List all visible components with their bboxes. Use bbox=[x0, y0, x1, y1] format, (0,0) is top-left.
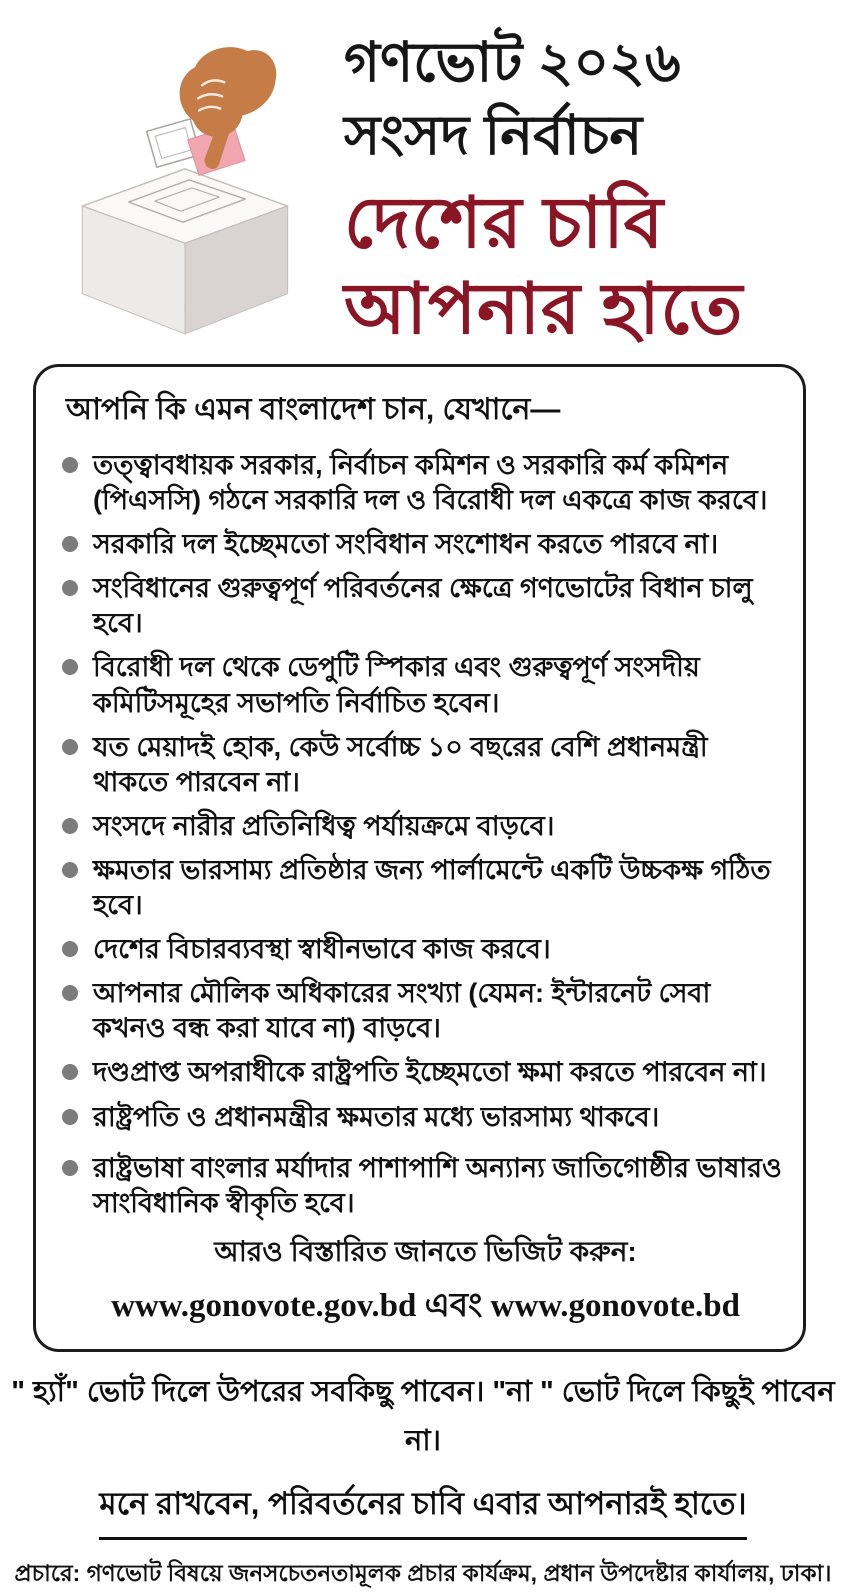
manifesto-item-text: সরকারি দল ইচ্ছেমতো সংবিধান সংশোধন করতে পারবে না। bbox=[93, 529, 719, 560]
manifesto-item-text: রাষ্ট্রভাষা বাংলার মর্যাদার পাশাপাশি অন্যান্য জাতিগোষ্ঠীর ভাষারও সাংবিধানিক স্বীকৃতি হবে। bbox=[93, 1152, 782, 1218]
manifesto-item-text: রাষ্ট্রপতি ও প্রধানমন্ত্রীর ক্ষমতার মধ্যে ভারসাম্য থাকবে। bbox=[93, 1101, 660, 1132]
poster-title-line2: সংসদ নির্বাচন bbox=[344, 103, 643, 166]
bullet-dot-icon bbox=[62, 580, 78, 596]
manifesto-item-text: সংসদে নারীর প্রতিনিধিত্ব পর্যায়ক্রমে বাড়বে। bbox=[93, 810, 555, 841]
slogan-line1: দেশের চাবি bbox=[344, 183, 665, 263]
website-urls: www.gonovote.gov.bd এবং www.gonovote.bd bbox=[111, 1287, 740, 1324]
manifesto-item bbox=[62, 1100, 789, 1135]
manifesto-item-text: বিরোধী দল থেকে ডেপুটি স্পিকার এবং গুরুত্বপূর্ণ সংসদীয় কমিটিসমূহের সভাপতি নির্বাচিত হবেন। bbox=[93, 652, 700, 718]
manifesto-item-text: ক্ষমতার ভারসাম্য প্রতিষ্ঠার জন্য পার্লামেন্টে একটি উচ্চকক্ষ গঠিত হবে। bbox=[93, 854, 771, 921]
ballot-box-icon bbox=[82, 169, 287, 334]
manifesto-item bbox=[62, 448, 789, 518]
manifesto-items-list bbox=[62, 448, 789, 1221]
manifesto-item bbox=[62, 853, 789, 923]
manifesto-item-text: সংবিধানের গুরুত্বপূর্ণ পরিবর্তনের ক্ষেত্রে গণভোটের বিধান চালু হবে। bbox=[93, 573, 753, 639]
remember-line bbox=[4, 1480, 842, 1540]
bullet-dot-icon bbox=[62, 862, 78, 878]
remember-line-text: মনে রাখবেন, পরিবর্তনের চাবি এবার আপনারই হাতে। bbox=[99, 1480, 746, 1540]
manifesto-item-text: দণ্ডপ্রাপ্ত অপরাধীকে রাষ্ট্রপতি ইচ্ছেমতো ক্ষমা করতে পারবেন না। bbox=[93, 1057, 767, 1088]
poster-footer bbox=[0, 1369, 846, 1594]
visit-label: আরও বিস্তারিত জানতে ভিজিট করুন: bbox=[214, 1235, 637, 1267]
bullet-dot-icon bbox=[62, 985, 78, 1001]
publisher-credit-line: প্রচারে: গণভোট বিষয়ে জনসচেতনতামূলক প্রচার কার্যক্রম, প্রধান উপদেষ্টার কার্যালয়, ঢাকা। bbox=[14, 1559, 832, 1586]
yes-no-vote-line: " হ্যাঁ" ভোট দিলে উপরের সবকিছু পাবেন। "না " ভোট দিলে কিছুই পাবেন না। bbox=[11, 1375, 835, 1457]
manifesto-item bbox=[62, 1055, 789, 1090]
poster-header bbox=[0, 0, 846, 356]
manifesto-item bbox=[62, 730, 789, 800]
manifesto-heading: আপনি কি এমন বাংলাদেশ চান, যেখানে— bbox=[66, 393, 561, 426]
title-block bbox=[316, 26, 743, 349]
ballot-box-illustration bbox=[64, 40, 316, 342]
bullet-dot-icon bbox=[62, 1064, 78, 1080]
bullet-dot-icon bbox=[62, 739, 78, 755]
bullet-dot-icon bbox=[62, 1160, 78, 1176]
manifesto-item bbox=[62, 650, 789, 720]
bullet-dot-icon bbox=[62, 1109, 78, 1125]
manifesto-item-text: যত মেয়াদই হোক, কেউ সর্বোচ্চ ১০ বছরের বেশি প্রধানমন্ত্রী থাকতে পারবেন না। bbox=[93, 731, 708, 797]
manifesto-item bbox=[62, 976, 789, 1046]
manifesto-item-text: আপনার মৌলিক অধিকারের সংখ্যা (যেমন: ইন্টারনেট সেবা কখনও বন্ধ করা যাবে না) বাড়বে। bbox=[93, 978, 711, 1044]
manifesto-item-text: তত্ত্বাবধায়ক সরকার, নির্বাচন কমিশন ও সরকারি কর্ম কমিশন (পিএসসি) গঠনে সরকারি দল ও বিরোধী দল একত্রে কাজ করবে। bbox=[93, 450, 768, 516]
manifesto-item bbox=[62, 809, 789, 844]
manifesto-item bbox=[62, 932, 789, 967]
manifesto-item bbox=[62, 527, 789, 562]
slogan-line2: আপনার হাতে bbox=[344, 270, 744, 350]
bullet-dot-icon bbox=[62, 457, 78, 473]
manifesto-box bbox=[33, 364, 806, 1352]
manifesto-item bbox=[62, 571, 789, 641]
bullet-dot-icon bbox=[62, 818, 78, 834]
bullet-dot-icon bbox=[62, 941, 78, 957]
manifesto-item bbox=[62, 1151, 789, 1221]
manifesto-item-text: দেশের বিচারব্যবস্থা স্বাধীনভাবে কাজ করবে। bbox=[93, 934, 551, 965]
poster-title-line1: গণভোট ২০২৬ bbox=[344, 31, 681, 93]
bullet-dot-icon bbox=[62, 659, 78, 675]
bullet-dot-icon bbox=[62, 536, 78, 552]
